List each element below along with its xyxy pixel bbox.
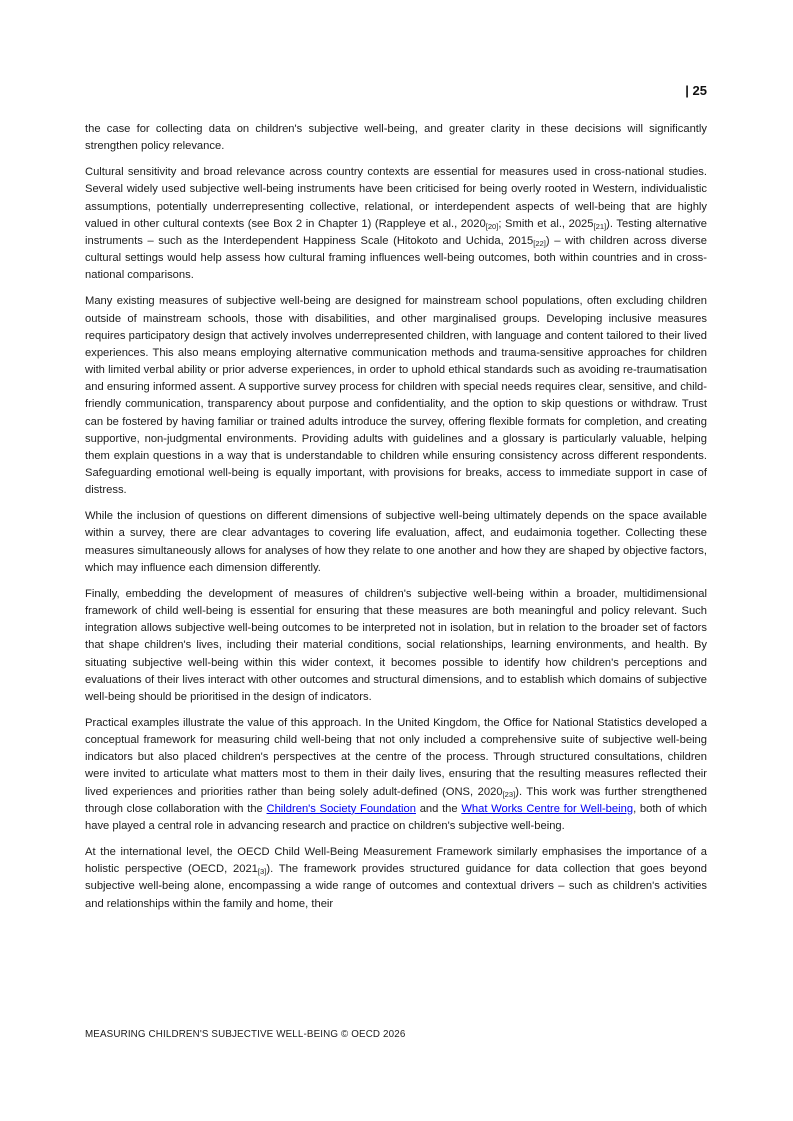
text-run: Many existing measures of subjective well-being are designed for mainstream school populations, often excluding children outside of mainstream schools, those with disabilities, and other marginalised groups. Developing inclusive measures requires participatory design that actively involves underrepresented children, with language and content tailored to their lived experiences. This also means employing alternative communication methods and trauma-sensitive approaches for children with limited verbal ability or prior adverse experiences, in order to uphold ethical standards such as avoiding re-traumatisation and ensuring informed assent. A supportive survey process for children with special needs requires clear, sensitive, and child-friendly communication, transparency about purpose and confidentiality, and the option to skip questions or withdraw. Trust can be fostered by having familiar or trained adults introduce the survey, offering flexible formats for completion, and creating supportive, non-judgmental environments. Providing adults with guidelines and a glossary is particularly valuable, helping them explain questions in a way that is understandable to children while ensuring consistency across different respondents. Safeguarding emotional well-being is equally important, with provisions for breaks, access to immediate support in case of distress. [85,295,707,497]
citation-reference: [23] [502,789,516,799]
text-run: While the inclusion of questions on different dimensions of subjective well-being ultimately depends on the space available within a survey, there are clear advantages to covering life evaluation, affect, and eudaimonia together. Collecting these measures simultaneously allows for analyses of how they relate to one another and how they are shaped by objective factors, which may influence each dimension differently. [85,510,707,574]
footer-running-title: MEASURING CHILDREN'S SUBJECTIVE WELL-BEING © OECD 2026 [85,1029,406,1040]
paragraph [85,293,707,499]
text-run: and the [415,802,462,815]
text-run: Cultural sensitivity and broad relevance across country contexts are essential for measures used in cross-national studies. Several widely used subjective well-being instruments have been criticised for being overly rooted in Western, individualistic assumptions, potentially underrepresenting collective, relational, or interdependent aspects of well-being that are highly valued in other cultural contexts (see Box 2 in Chapter 1) (Rappleye et al., 2020 [85,166,707,230]
text-run: Finally, embedding the development of measures of children's subjective well-being within a broader, multidimensional framework of child well-being is essential for ensuring that these measures are both meaningful and policy relevant. Such integration allows subjective well-being outcomes to be interpreted not in isolation, but in relation to the broader set of factors that shape children's lives, including their material conditions, social relationships, learning environments, and health. By situating subjective well-being within this wider context, it becomes possible to identify how children's perceptions and evaluations of their lives interact with other outcomes and structural dimensions, and to establish which domains of subjective well-being should be prioritised in the design of indicators. [85,587,707,703]
citation-reference: [20] [485,221,499,231]
citation-reference: [22] [533,238,546,248]
paragraph [85,164,707,284]
citation-reference: [21] [593,221,607,231]
page-number: | 25 [685,83,707,98]
paragraph [85,121,707,155]
text-run: ). Testing alternative instruments – such as the Interdependent Happiness Scale (Hitokoto and Uchida, 2015 [85,217,707,247]
hyperlink[interactable]: What Works Centre for Well-being [461,802,634,815]
text-run: , both of which have played a central role in advancing research and practice on children's subjective well-being. [85,802,708,832]
hyperlink[interactable]: Children's Society Foundation [266,802,416,815]
text-run: ). The framework provides structured guidance for data collection that goes beyond subjective well-being alone, encompassing a wide range of outcomes and contextual drivers – such as children's activities and relationships within the family and home, their [85,863,707,910]
text-run: ). This work was further strengthened through close collaboration with the [85,785,707,815]
paragraph [85,715,707,835]
text-run: Practical examples illustrate the value of this approach. In the United Kingdom, the Office for National Statistics developed a conceptual framework for measuring child well-being that not only included a comprehensive suite of subjective well-being indicators but also placed children's perspectives at the centre of the process. Through structured consultations, children were invited to articulate what matters most to them in their daily lives, ensuring that the resulting measures reflected their lived experiences and priorities rather than being solely adult-defined (ONS, 2020 [85,717,707,798]
document-body [85,121,707,922]
paragraph [85,508,707,577]
paragraph [85,844,707,913]
text-run: ) – with children across diverse cultural settings would help assess how cultural framing influences well-being outcomes, both within countries and in cross-national comparisons. [85,234,707,282]
paragraph [85,586,707,706]
text-run: the case for collecting data on children's subjective well-being, and greater clarity in these decisions will significantly strengthen policy relevance. [85,123,707,153]
citation-reference: [3] [257,867,267,877]
text-run: ; Smith et al., 2025 [498,217,594,230]
text-run: At the international level, the OECD Child Well-Being Measurement Framework similarly emphasises the importance of a holistic perspective (OECD, 2021 [85,846,707,876]
